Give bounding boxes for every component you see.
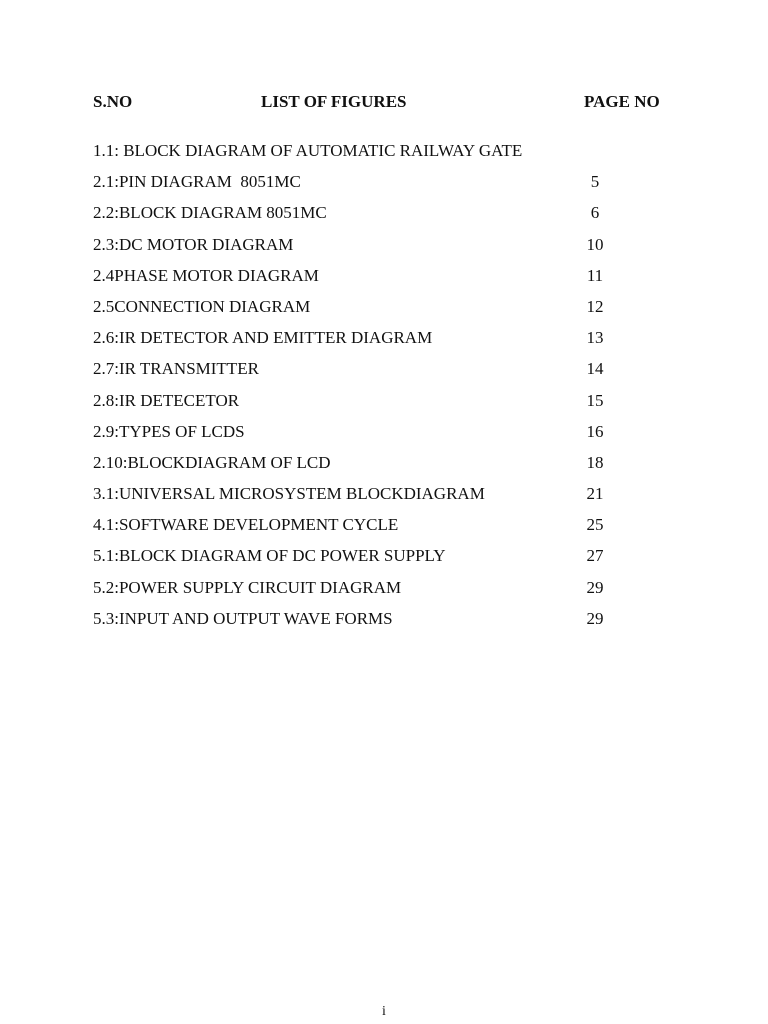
list-item [0, 453, 768, 484]
figure-page-number: 6 [590, 203, 600, 223]
list-item [0, 359, 768, 390]
list-item [0, 172, 768, 203]
page-no-column-header: PAGE NO [584, 92, 660, 111]
list-item [0, 546, 768, 577]
figure-title: 2.2:BLOCK DIAGRAM 8051MC [93, 203, 327, 223]
list-item [0, 235, 768, 266]
list-item [0, 297, 768, 328]
figure-page-number: 15 [586, 390, 604, 410]
list-item [0, 203, 768, 234]
figure-page-number: 25 [586, 515, 604, 535]
list-item [0, 141, 768, 172]
list-header [0, 92, 768, 114]
figure-page-number: 29 [586, 608, 604, 628]
figure-page-number: 16 [586, 421, 604, 441]
list-item [0, 328, 768, 359]
list-item [0, 422, 768, 453]
figure-title: 2.4PHASE MOTOR DIAGRAM [93, 265, 319, 285]
list-item [0, 391, 768, 422]
figure-title: 2.8:IR DETECETOR [93, 390, 240, 410]
figure-page-number: 11 [586, 265, 604, 285]
figure-page-number: 14 [586, 359, 604, 379]
figure-title: 5.2:POWER SUPPLY CIRCUIT DIAGRAM [93, 577, 402, 597]
figure-page-number: 29 [586, 577, 604, 597]
figure-page-number: 13 [586, 328, 604, 348]
figure-page-number: 21 [586, 484, 604, 504]
figure-title: 5.1:BLOCK DIAGRAM OF DC POWER SUPPLY [93, 546, 446, 566]
figure-page-number: 18 [586, 452, 604, 472]
figure-title: 2.6:IR DETECTOR AND EMITTER DIAGRAM [93, 328, 433, 348]
figure-page-number: 10 [586, 234, 604, 254]
figure-list [0, 141, 768, 640]
list-item [0, 515, 768, 546]
page-title: LIST OF FIGURES [261, 92, 407, 111]
figure-title: 2.5CONNECTION DIAGRAM [93, 296, 311, 316]
figure-title: 2.3:DC MOTOR DIAGRAM [93, 234, 294, 254]
figure-title: 2.9:TYPES OF LCDS [93, 421, 245, 441]
figure-title: 2.7:IR TRANSMITTER [93, 359, 259, 379]
sno-column-header: S.NO [93, 92, 133, 111]
figure-title: 2.10:BLOCKDIAGRAM OF LCD [93, 452, 331, 472]
figure-title: 2.1:PIN DIAGRAM 8051MC [93, 172, 301, 192]
list-item [0, 484, 768, 515]
figure-title: 3.1:UNIVERSAL MICROSYSTEM BLOCKDIAGRAM [93, 484, 485, 504]
figure-title: 4.1:SOFTWARE DEVELOPMENT CYCLE [93, 515, 399, 535]
figure-page-number: 12 [586, 296, 604, 316]
list-item [0, 266, 768, 297]
page-footer-number: i [382, 1004, 386, 1019]
list-item [0, 609, 768, 640]
figure-title: 1.1: BLOCK DIAGRAM OF AUTOMATIC RAILWAY GATE [93, 141, 523, 160]
figure-page-number: 27 [586, 546, 604, 566]
figure-page-number: 5 [590, 172, 600, 192]
figure-title: 5.3:INPUT AND OUTPUT WAVE FORMS [93, 608, 393, 628]
list-item [0, 578, 768, 609]
